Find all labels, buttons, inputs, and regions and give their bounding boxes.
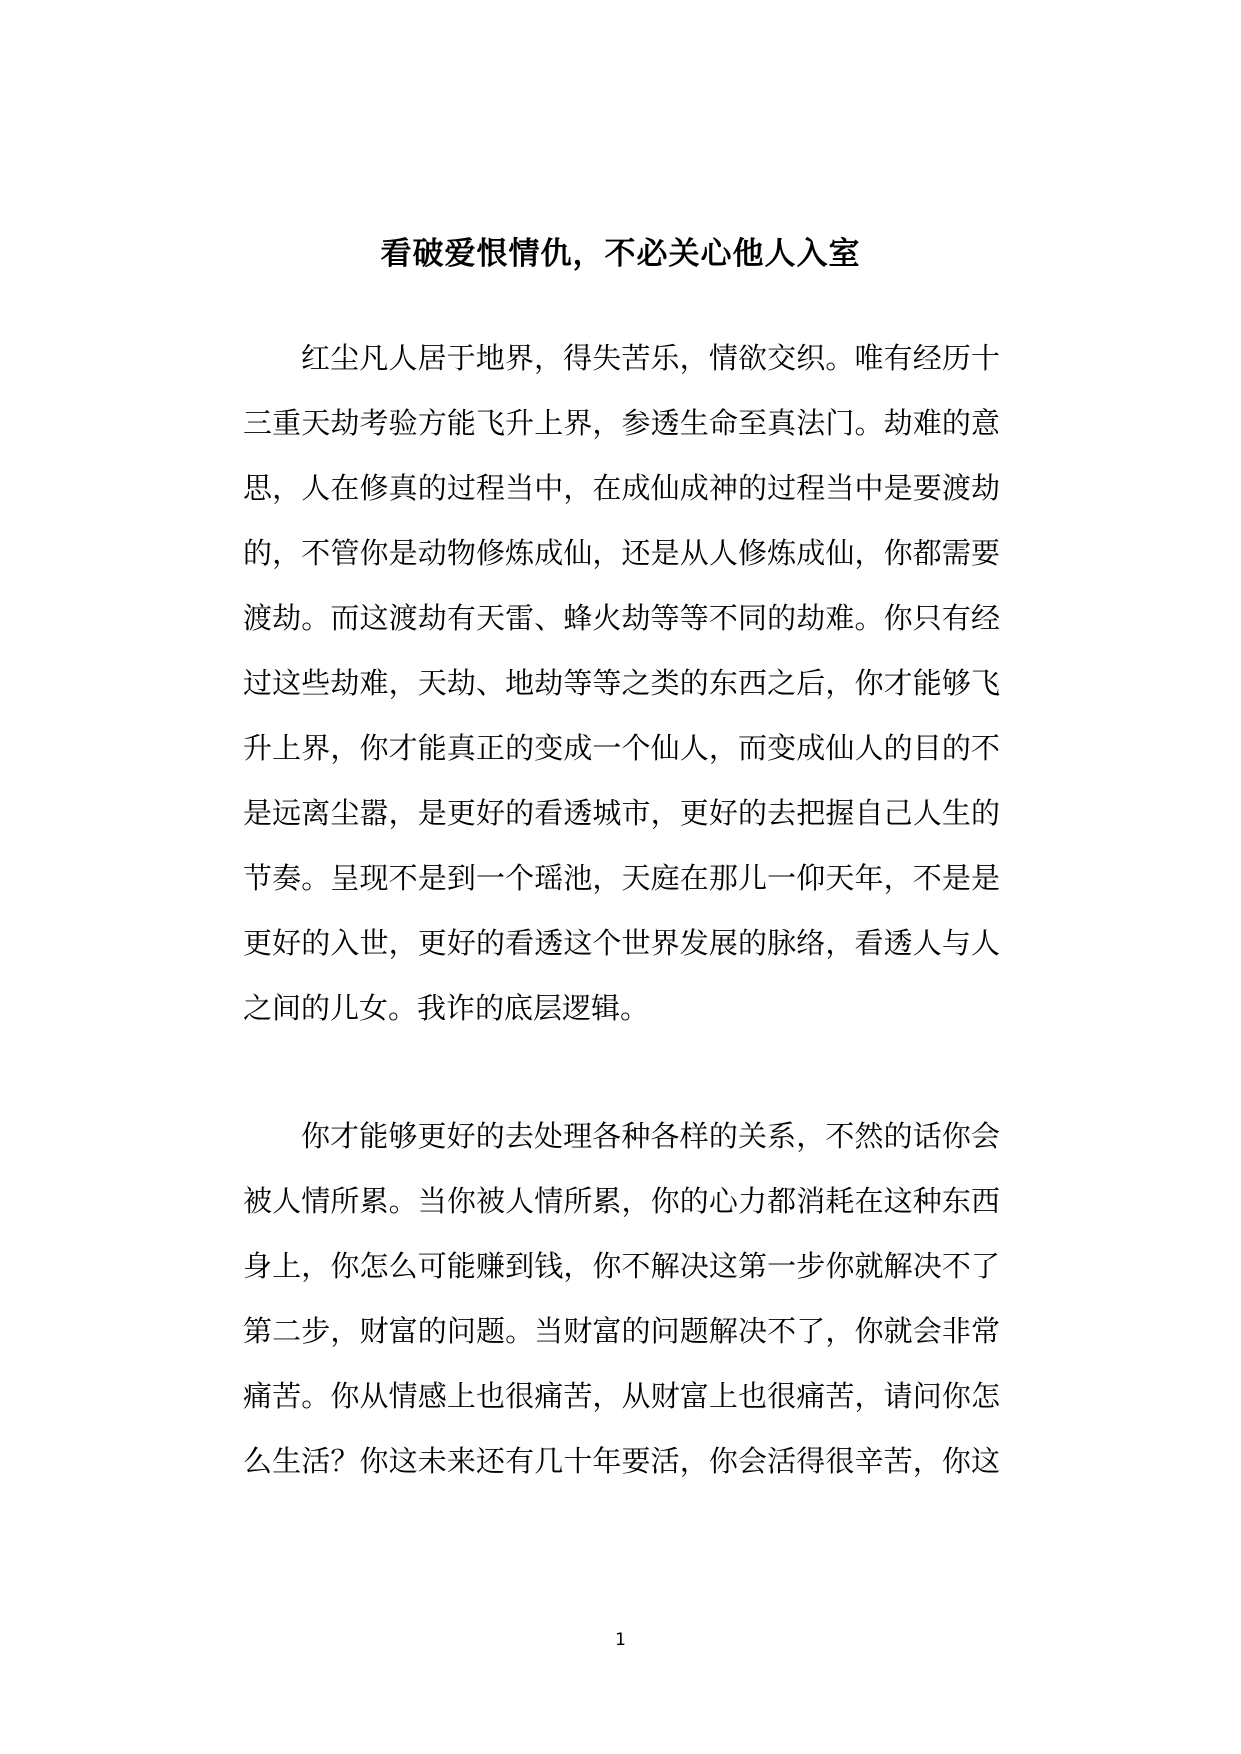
paragraph-line: 的，不管你是动物修炼成仙，还是从人修炼成仙，你都需要 xyxy=(243,536,1000,570)
paragraph-1 xyxy=(243,326,1000,1041)
paragraph-line: 被人情所累。当你被人情所累，你的心力都消耗在这种东西 xyxy=(243,1184,1000,1218)
paragraph-line: 痛苦。你从情感上也很痛苦，从财富上也很痛苦，请问你怎 xyxy=(243,1379,1000,1413)
document-title: 看破爱恨情仇，不必关心他人入室 xyxy=(380,236,861,272)
paragraph-line: 过这些劫难，天劫、地劫等等之类的东西之后，你才能够飞 xyxy=(243,666,1000,700)
paragraph-line: 第二步，财富的问题。当财富的问题解决不了，你就会非常 xyxy=(243,1314,1000,1348)
paragraph-line: 么生活？你这未来还有几十年要活，你会活得很辛苦，你这 xyxy=(243,1444,1000,1478)
paragraph-line: 红尘凡人居于地界，得失苦乐，情欲交织。唯有经历十 xyxy=(301,341,1000,375)
paragraph-line: 三重天劫考验方能飞升上界，参透生命至真法门。劫难的意 xyxy=(243,406,1000,440)
paragraph-line: 是远离尘嚣，是更好的看透城市，更好的去把握自己人生的 xyxy=(243,796,1000,830)
paragraph-2 xyxy=(243,1104,1000,1494)
paragraph-line: 之间的儿女。我诈的底层逻辑。 xyxy=(243,991,650,1025)
paragraph-line: 身上，你怎么可能赚到钱，你不解决这第一步你就解决不了 xyxy=(243,1249,1000,1283)
paragraph-line: 升上界，你才能真正的变成一个仙人，而变成仙人的目的不 xyxy=(243,731,1000,765)
page-number: 1 xyxy=(615,1630,626,1650)
paragraph-line: 你才能够更好的去处理各种各样的关系，不然的话你会 xyxy=(301,1119,1000,1153)
paragraph-line: 节奏。呈现不是到一个瑶池，天庭在那儿一仰天年，不是是 xyxy=(243,861,1000,895)
paragraph-line: 渡劫。而这渡劫有天雷、蜂火劫等等不同的劫难。你只有经 xyxy=(243,601,1000,635)
paragraph-line: 思，人在修真的过程当中，在成仙成神的过程当中是要渡劫 xyxy=(243,471,1000,505)
paragraph-line: 更好的入世，更好的看透这个世界发展的脉络，看透人与人 xyxy=(243,926,1000,960)
